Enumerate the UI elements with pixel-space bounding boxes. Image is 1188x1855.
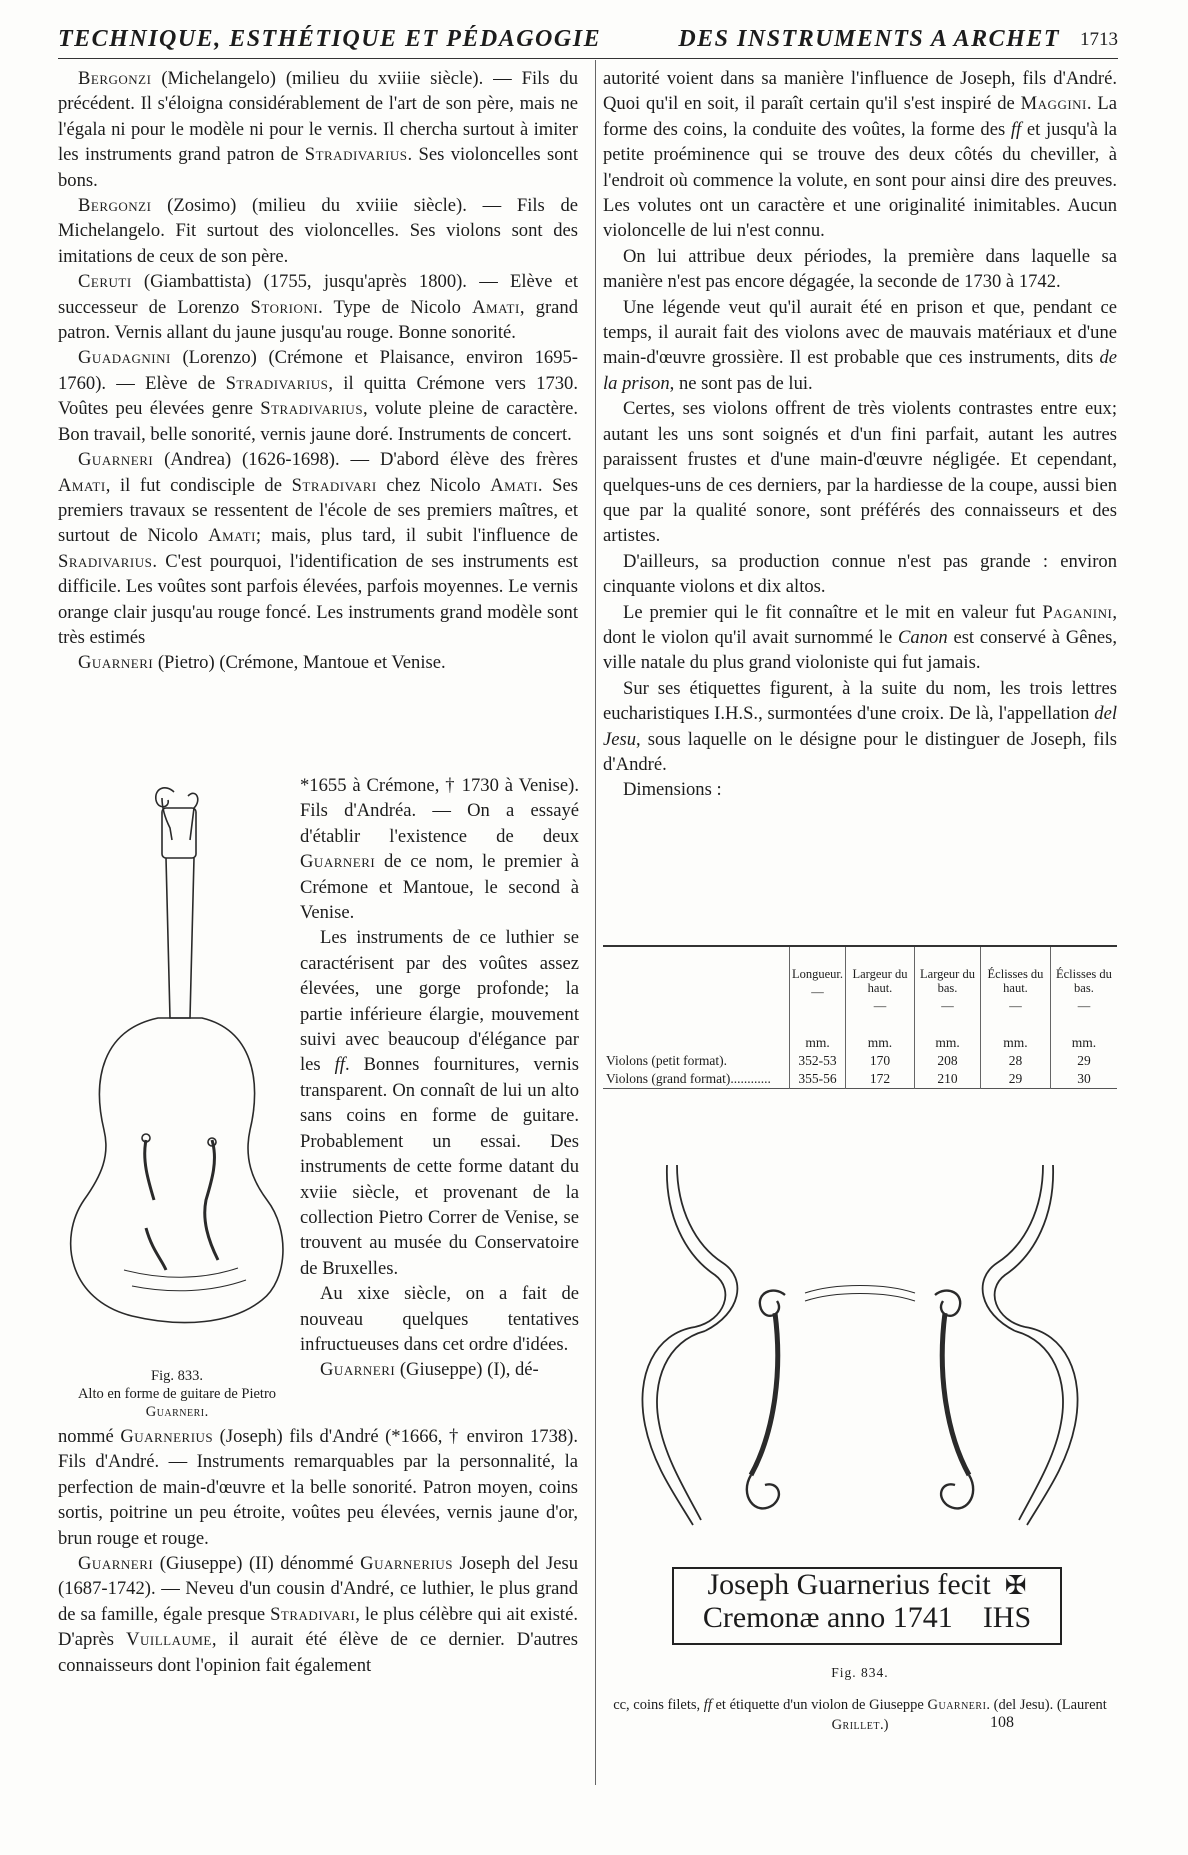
caption-text: . (del Jesu). (Laurent [986, 1697, 1107, 1713]
two-periods [603, 244, 1117, 295]
entry-name: Guarneri [78, 1553, 154, 1575]
maker-ref: Amati [490, 474, 538, 496]
table-cell: 208 [914, 1052, 980, 1070]
figure-834-caption [603, 1663, 1117, 1735]
table-cell: mm. [846, 1031, 915, 1052]
maker-ref: Stradivari [270, 1603, 356, 1625]
table-cell: mm. [914, 1031, 980, 1052]
header-left: TECHNIQUE, ESTHÉTIQUE ET PÉDAGOGIE [58, 26, 602, 52]
caption-text: cc, coins filets, [613, 1697, 704, 1713]
entry-name: Ceruti [78, 271, 132, 293]
table-cell: Violons (petit format). [606, 1053, 728, 1068]
entry-text: Au xixe siècle, on a fait de nouveau quelques tentatives infructueuses dans cet ordre d'idées. [300, 1283, 579, 1355]
table-cell: 355-56 [790, 1070, 846, 1089]
maker-ref: Guarneri [300, 851, 376, 873]
table-row [603, 1052, 1117, 1070]
entry-name: Bergonzi [78, 68, 152, 89]
label-text: Joseph Guarnerius fecit [707, 1568, 991, 1601]
production [603, 549, 1117, 600]
entry-text: , grand patron. Vernis allant du jaune jusqu'au rouge. Bonne sonorité. [58, 296, 578, 344]
table-units-row [603, 1031, 1117, 1052]
pietro-instruments [300, 925, 579, 1281]
table-cell: 352-53 [790, 1052, 846, 1070]
maker-ref: Amati [58, 474, 106, 496]
header-rule [58, 58, 1118, 59]
running-header [58, 26, 1118, 56]
labels-ihs [603, 676, 1117, 778]
header-dash: — [1077, 999, 1091, 1013]
italic-term: del Jesu [603, 703, 1117, 750]
entry-text: (Michelangelo) (milieu du xviiie siècle). — Fils du précédent. Il s'éloigna considérablement de l'art de son père, mais ne l'égala ni pour le modèle ni pour le vernis. Il chercha surtout à imiter les instruments grand patron de [58, 68, 578, 166]
maker-ref: Guarnerius [120, 1426, 214, 1447]
table-cell: 30 [1050, 1070, 1117, 1089]
entry-name: Bergonzi [78, 195, 152, 217]
entry-text: de ce nom, le premier à Crémone et Mantoue, le second à Venise. [300, 851, 579, 924]
maker-ref: Vuillaume [126, 1629, 212, 1651]
entry-text: (Zosimo) (milieu du xviiie siècle). — Fils de Michelangelo. Fit surtout des violoncelles. Ses violons sont des imitations de ceux de son père. [58, 195, 578, 267]
maker-ref: Stradivarius [260, 398, 364, 420]
entry-text: D'ailleurs, sa production connue n'est pas grande : environ cinquante violons et dix altos. [603, 550, 1117, 598]
caption-text: et étiquette d'un violon de Giuseppe [711, 1697, 928, 1713]
label-text: Cremonæ anno 1741 [702, 1601, 953, 1634]
entry-text: Joseph del Jesu (1687-1742). — Neveu d'un cousin d'André, ce luthier, le plus grand de sa famille, égale presque [58, 1553, 578, 1625]
header-label: Largeur du bas. [920, 967, 975, 995]
entry-text: Le premier qui le fit connaître et le mit en valeur fut [623, 601, 1043, 623]
table-cell [603, 1031, 790, 1052]
violin-label-line-1 [674, 1569, 1060, 1602]
entry-text: et jusqu'à la petite proéminence qui se trouve des deux côtés du cheviller, à l'endroit où commence la volute, en sont pour ainsi dire des preuves. Les volutes ont un caractère et une originalité inimitables. Aucun violoncelle de lui n'est connu. [603, 118, 1117, 242]
entry-text: (Joseph) fils d'André (*1666, † environ 1738). Fils d'André. — Instruments remarquables par la personnalité, la perfection de main-d'œuvre et la belle sonorité. Patron moyen, coins sortis, poitrine un peu étroite, voûtes peu élevées, vernis jaune d'or, brun rouge et rouge. [58, 1426, 579, 1549]
header-label: Largeur du haut. [852, 967, 908, 995]
maker-ref: Amati [472, 296, 520, 318]
entry-text: (Giambattista) (1755, jusqu'après 1800). — Elève et successeur de Lorenzo [58, 271, 578, 318]
entry-text: Dimensions : [623, 779, 722, 801]
entry-text: . Type de Nicolo [318, 296, 473, 318]
maker-ref: Stradivari [291, 474, 377, 496]
entry-text: autorité voient dans sa manière l'influence de Joseph, fils d'André. Quoi qu'il en soit, il paraît certain qu'il s'est inspiré de [603, 68, 1117, 115]
maker-ref: Guarneri [145, 1404, 205, 1420]
entry-name: Guadagnini [78, 347, 171, 369]
entry-text: Les instruments de ce luthier se caractérisent par des voûtes assez élevées, une gorge profonde; la partie inférieure élargie, mouvement suivi avec beaucoup d'élégance par les [300, 927, 579, 1076]
entry-text: . Ses premiers travaux se ressentent de l'école de ses premiers maîtres, et surtout de Nicolo [58, 474, 578, 547]
entry-text: *1655 à Crémone, † 1730 à Venise). Fils d'Andréa. — On a essayé d'établir l'existence de deux [300, 775, 579, 847]
ff-term: ff [1010, 118, 1022, 140]
entry-text: , il aurait été élève de ce dernier. D'autres connaisseurs dont l'opinion fait également [58, 1629, 578, 1676]
left-float-text [300, 773, 579, 1383]
entry-text: , le plus célèbre qui ait existé. D'après [58, 1603, 578, 1651]
entry-text: , volute pleine de caractère. Bon travail, belle sonorité, vernis jaune doré. Instruments de concert. [58, 398, 578, 445]
maker-ref: Sradivarius [58, 550, 153, 572]
maker-ref: Guarneri [927, 1697, 987, 1713]
caption-text: . [204, 1404, 209, 1420]
figure-833-caption [62, 1367, 292, 1421]
entry-text: . Ses violoncelles sont bons. [58, 144, 578, 191]
maker-ref: Paganini [1042, 601, 1113, 623]
figure-caption-text [62, 1385, 292, 1421]
entry-text: On lui attribue deux périodes, la première dans laquelle sa manière n'est pas encore dégagée, la seconde de 1730 à 1742. [603, 245, 1117, 293]
entry-text: Sur ses étiquettes figurent, à la suite du nom, les trois lettres eucharistiques I.H.S., surmontées d'une croix. De là, l'appellation [603, 677, 1117, 725]
prison-legend [603, 295, 1117, 397]
del-jesu-influence [603, 66, 1117, 244]
ff-term: ff [703, 1697, 712, 1713]
header-label: Longueur. [792, 967, 844, 981]
dimensions-table [603, 945, 1117, 1089]
header-dash: — [1009, 999, 1022, 1013]
entry-text: (Giuseppe) (I), dé- [395, 1359, 539, 1381]
table-header [981, 946, 1051, 1031]
table-row [603, 1070, 1117, 1089]
entry-text: . La forme des coins, la conduite des voûtes, la forme des [603, 93, 1117, 140]
table-cell: Violons (grand format)............ [606, 1071, 771, 1086]
entry-text: (Giuseppe) (II) dénommé [153, 1553, 361, 1575]
page-number: 1713 [1080, 29, 1118, 50]
table-header [914, 946, 980, 1031]
column-divider [595, 60, 596, 1785]
table-cell: 28 [981, 1052, 1051, 1070]
header-dash: — [811, 985, 824, 999]
entry-text: Certes, ses violons offrent de très violents contrastes entre eux; autant les uns sont soignés et d'un fini parfait, autant les autres paraissent frustes et d'une main-d'œuvre négligée. Et cependant, quelques-uns de ces derniers, par la hardiesse de la coupe, aussi bien que par la qualité sonore, sont préférés des connaisseurs et des artistes. [603, 398, 1117, 547]
table-cell: 170 [846, 1052, 915, 1070]
entry-text: (Andrea) (1626-1698). — D'abord élève des frères [153, 449, 578, 471]
table-header [846, 946, 915, 1031]
entry-name: Guarneri [320, 1359, 396, 1381]
header-label: Éclisses du bas. [1056, 967, 1112, 995]
entry-guadagnini [58, 345, 578, 447]
table-cell: mm. [1050, 1031, 1117, 1052]
right-column-text [603, 66, 1117, 803]
table-cell: 29 [1050, 1052, 1117, 1070]
maker-ref: Maggini [1020, 93, 1087, 115]
folio-number: 108 [990, 1714, 1014, 1731]
header-right: DES INSTRUMENTS A ARCHET [678, 26, 1060, 52]
entry-text: , il fut condisciple de [105, 474, 292, 496]
entry-text: (Pietro) (Crémone, Mantoue et Venise. [153, 652, 446, 674]
table-cell: 210 [914, 1070, 980, 1089]
xix-century-note [300, 1281, 579, 1357]
giuseppe-i-continued [58, 1424, 578, 1551]
maker-ref: Guarnerius [360, 1553, 453, 1575]
dimensions-heading [603, 777, 1117, 802]
violin-label-line-2 [674, 1602, 1060, 1634]
entry-text: , dont le violon qu'il avait surnommé le [603, 601, 1117, 648]
table-header [603, 946, 790, 1031]
entry-text: . Bonnes fournitures, vernis transparent. On connaît de lui un alto sans coins en forme de guitare. Probablement un essai. Des instruments de cette forme datant du xviie siècle, et provenant de la collection Pietro Correr de Venise, se trouvent au musée du Conservatoire de Bruxelles. [300, 1054, 579, 1279]
table-cell: mm. [981, 1031, 1051, 1052]
left-bottom-text [58, 1424, 578, 1678]
maker-ref: Grillet [831, 1717, 880, 1733]
header-dash: — [941, 999, 954, 1013]
table-header-row [603, 946, 1117, 1031]
table-cell: 29 [981, 1070, 1051, 1089]
violin-label [672, 1567, 1062, 1645]
entry-name: Guarneri [78, 449, 154, 471]
cross-icon: ✠ [1004, 1571, 1027, 1600]
entry-text: (Lorenzo) (Crémone et Plaisance, environ 1695-1760). — Elève de [58, 347, 578, 394]
caption-text: .) [879, 1717, 889, 1733]
entry-text: , sous laquelle on le désigne pour le distinguer de Joseph, fils d'André. [603, 728, 1117, 775]
entry-text: . C'est pourquoi, l'identification de ses instruments est difficile. Les voûtes sont parfois élevées, parfois moyennes. Le vernis orange clair jusqu'au rouge foncé. Les instruments grand modèle sont très estimés [58, 550, 578, 648]
paganini [603, 600, 1117, 676]
maker-ref: Amati [208, 525, 256, 547]
table-cell: mm. [790, 1031, 846, 1052]
figure-833-guitar-viola [62, 780, 292, 1340]
entry-name: Guarneri [78, 652, 154, 674]
entry-guarneri-andrea [58, 447, 578, 650]
entry-guarneri-giuseppe-i [300, 1357, 579, 1382]
ff-term: ff [334, 1054, 345, 1076]
entry-ceruti [58, 269, 578, 345]
entry-text: , ne sont pas de lui. [669, 372, 813, 394]
figure-label: Fig. 834. [831, 1665, 889, 1680]
italic-term: Canon [898, 626, 948, 648]
ihs-monogram: IHS [982, 1601, 1032, 1634]
figure-834-corners-and-ff [605, 1145, 1115, 1545]
entry-guarneri-giuseppe-ii [58, 1551, 578, 1678]
entry-bergonzi-zosimo [58, 193, 578, 269]
table-header [1050, 946, 1117, 1031]
entry-text: est conservé à Gênes, ville natale du plus grand violoniste qui fut jamais. [603, 626, 1117, 674]
entry-text: chez Nicolo [376, 474, 491, 496]
pietro-details [300, 773, 579, 925]
contrasts [603, 396, 1117, 548]
left-column-text [58, 66, 578, 676]
entry-text: nommé [58, 1426, 121, 1447]
maker-ref: Stradivarius [225, 372, 329, 394]
maker-ref: Storioni [250, 296, 319, 318]
maker-ref: Stradivarius [304, 144, 408, 166]
entry-text: ; mais, plus tard, il subit l'influence de [255, 525, 578, 547]
italic-term: de la prison [603, 347, 1117, 394]
entry-bergonzi-michelangelo [58, 66, 578, 193]
entry-text: Une légende veut qu'il aurait été en prison et que, pendant ce temps, il aurait fait des violons avec de mauvais matériaux et d'une main-d'œuvre grossière. Il est probable que ces instruments, dits [603, 296, 1117, 369]
table-header [790, 946, 846, 1031]
header-dash: — [873, 999, 887, 1013]
figure-label: Fig. 833. [151, 1368, 203, 1384]
entry-text: , il quitta Crémone vers 1730. Voûtes peu élevées genre [58, 372, 578, 420]
entry-guarneri-pietro [58, 650, 578, 675]
table-cell: 172 [846, 1070, 915, 1089]
caption-text: Alto en forme de guitare de Pietro [77, 1386, 277, 1402]
header-label: Éclisses du haut. [987, 967, 1044, 995]
